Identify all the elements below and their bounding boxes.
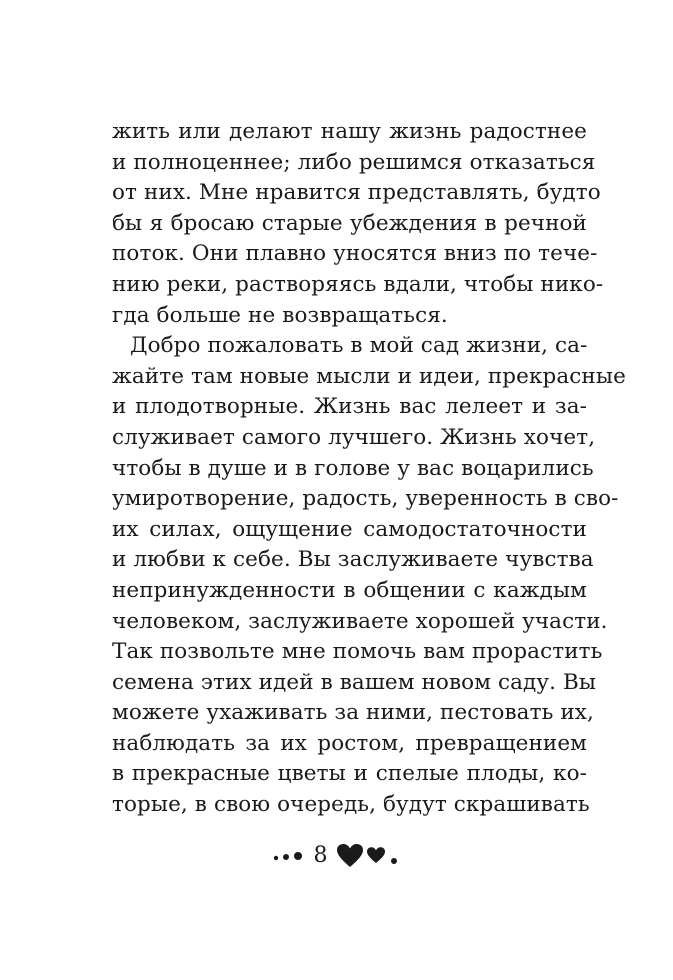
text-line: их силах, ощущение самодостаточности: [112, 516, 587, 542]
text-line: нию реки, растворяясь вдали, чтобы нико-: [112, 271, 604, 297]
text-line: человеком, заслуживаете хорошей участи.: [112, 608, 608, 634]
body-text: [112, 117, 626, 821]
text-line: бы я бросаю старые убеждения в речной: [112, 210, 587, 236]
dots-ornament-icon: [272, 849, 306, 863]
text-line: гда больше не возвращаться.: [112, 302, 448, 328]
text-line: и плодотворные. Жизнь вас лелеет и за-: [112, 394, 587, 420]
text-line: и полноценнее; либо решимся отказаться: [112, 149, 596, 175]
text-line: умиротворение, радость, уверенность в сво-: [112, 486, 619, 512]
text-line: непринужденности в общении с каждым: [112, 577, 587, 603]
text-line: наблюдать за их ростом, превращением: [112, 730, 587, 756]
text-line: от них. Мне нравится представлять, будто: [112, 180, 601, 206]
text-line: служивает самого лучшего. Жизнь хочет,: [112, 424, 596, 450]
text-line: чтобы в душе и в голове у вас воцарились: [112, 455, 594, 481]
text-line: поток. Они плавно уносятся вниз по тече-: [112, 241, 598, 267]
paragraph-1: [112, 117, 604, 331]
text-line: семена этих идей в вашем новом саду. Вы: [112, 669, 597, 695]
text-line: можете ухаживать за ними, пестовать их,: [112, 700, 594, 726]
text-line: и любви к себе. Вы заслуживаете чувства: [112, 547, 594, 573]
text-line: Добро пожаловать в мой сад жизни, са-: [130, 333, 588, 359]
text-line: торые, в свою очередь, будут скрашивать: [112, 792, 590, 818]
paragraph-2: [112, 331, 626, 821]
text-line: жить или делают нашу жизнь радостнее: [112, 119, 587, 144]
hearts-ornament-icon: [336, 843, 402, 869]
page-footer: [0, 836, 673, 876]
text-line: Так позвольте мне помочь вам прорастить: [112, 639, 603, 665]
text-line: жайте там новые мысли и идеи, прекрасные: [112, 363, 626, 389]
text-line: в прекрасные цветы и спелые плоды, ко-: [112, 761, 587, 787]
page-number: 8: [313, 843, 328, 868]
